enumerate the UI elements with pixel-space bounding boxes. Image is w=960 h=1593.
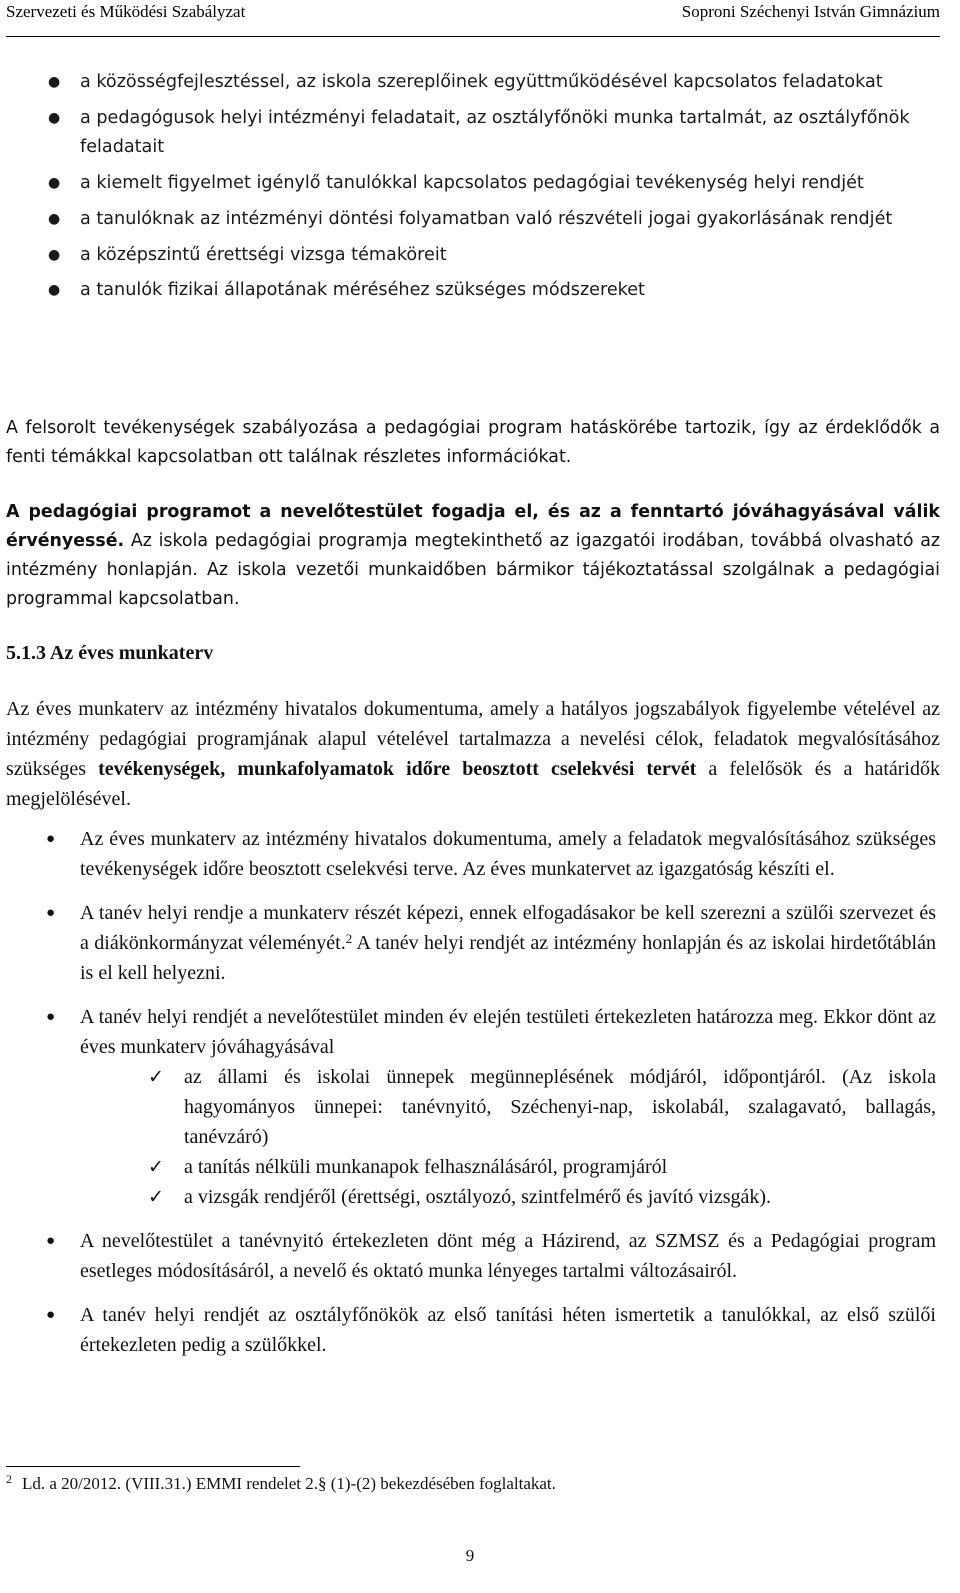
header-left-title: Szervezeti és Működési Szabályzat xyxy=(6,2,246,21)
checkmark-icon: ✓ xyxy=(148,1156,164,1178)
bullet-icon: ● xyxy=(48,74,61,90)
bullet-icon: ● xyxy=(46,905,56,921)
list-item: ● A tanév helyi rendje a munkaterv részét képezi, ennek elfogadásakor be kell szerezni a szülői szervezet és a diákönkormányzat véleményét.$^2$ A tanév helyi rendjét az intézmény honlapján és az iskolai hirdetőtáblán is el kell helyezni. xyxy=(0,898,936,988)
header-right-title: Soproni Széchenyi István Gimnázium xyxy=(681,2,940,21)
footnote xyxy=(6,1472,556,1494)
section-heading: 5.1.3 Az éves munkaterv xyxy=(6,642,214,664)
bullet-icon: ● xyxy=(48,211,61,227)
list-item: ● a pedagógusok helyi intézményi feladatait, az osztályfőnöki munka tartalmát, az osztályfőnök feladatait xyxy=(0,104,940,162)
header-rule xyxy=(6,36,940,37)
page-number: 9 xyxy=(465,1546,475,1565)
checkmark-icon: ✓ xyxy=(148,1186,164,1208)
footnote-number: 2 xyxy=(6,1472,12,1486)
list-item: ● A nevelőtestület a tanévnyitó értekezleten dönt még a Házirend, az SZMSZ és a Pedagógiai program esetleges módosításáról, a nevelő és oktató munka lényeges tartalmi változásairól. xyxy=(0,1226,936,1286)
bullet-icon: ● xyxy=(46,1307,56,1323)
check-item: ✓ a vizsgák rendjéről (érettségi, osztályozó, szintfelmérő és javító vizsgák). xyxy=(80,1182,936,1212)
bold-statement: A pedagógiai programot a nevelőtestület fogadja el, és az a fenntartó jóváhagyásával válik érvényessé. xyxy=(6,502,940,551)
checkmark-icon: ✓ xyxy=(148,1066,164,1088)
list-item: ● a kiemelt figyelmet igénylő tanulókkal kapcsolatos pedagógiai tevékenység helyi rendjét xyxy=(0,169,940,198)
page-header xyxy=(6,0,940,38)
paragraph-annual-plan: Az éves munkaterv az intézmény hivatalos dokumentuma, amely a hatályos jogszabályok figyelembe vételével az intézmény pedagógiai programjának alapul vételével tartalmazza a nevelési célok, feladatok megvalósításához szükséges tevékenységek, munkafolyamatok időre beosztott cselekvési tervét a felelősök és a határidők megjelölésével. xyxy=(6,698,940,810)
list-item: ● a közösségfejlesztéssel, az iskola szereplőinek együttműködésével kapcsolatos feladatokat xyxy=(0,68,940,97)
checkmark-list xyxy=(80,1062,936,1212)
check-item: ✓ az állami és iskolai ünnepek megünneplésének módjáról, időpontjáról. (Az iskola hagyományos ünnepei: tanévnyitó, Széchenyi-nap, iskolabál, szalagavató, ballagás, tanévzáró) xyxy=(80,1062,936,1152)
list-item: ● a tanulók fizikai állapotának méréséhez szükséges módszereket xyxy=(0,276,940,305)
topic-bullet-list xyxy=(0,68,940,311)
bullet-icon: ● xyxy=(46,1009,56,1025)
bullet-icon: ● xyxy=(46,1233,56,1249)
check-item: ✓ a tanítás nélküli munkanapok felhasználásáról, programjáról xyxy=(80,1152,936,1182)
footnote-reference: 2 xyxy=(345,931,353,946)
bullet-icon: ● xyxy=(48,175,61,191)
annual-plan-bullet-list xyxy=(0,824,936,1374)
bullet-icon: ● xyxy=(48,247,61,263)
bold-phrase: tevékenységek, munkafolyamatok időre beosztott cselekvési tervét xyxy=(98,758,697,780)
paragraph-program-approval: A pedagógiai programot a nevelőtestület fogadja el, és az a fenntartó jóváhagyásával válik érvényessé. Az iskola pedagógiai programja megtekinthető az igazgatói irodában, továbbá olvasható az intézmény honlapján. Az iskola vezetői munkaidőben bármikor tájékoztatással szolgálnak a pedagógiai programmal kapcsolatban. xyxy=(6,502,940,609)
footnote-text: Ld. a 20/2012. (VIII.31.) EMMI rendelet 2.§ (1)-(2) bekezdésében foglaltakat. xyxy=(22,1474,556,1493)
bullet-icon: ● xyxy=(48,110,61,126)
paragraph-regulation: A felsorolt tevékenységek szabályozása a pedagógiai program hatáskörébe tartozik, így az érdeklődők a fenti témákkal kapcsolatban ott találnak részletes információkat. xyxy=(6,418,940,467)
list-item: ● a középszintű érettségi vizsga témaköreit xyxy=(0,241,940,270)
list-item: ● A tanév helyi rendjét az osztályfőnökök az első tanítási héten ismertetik a tanulókkal, az első szülői értekezleten pedig a szülőkkel. xyxy=(0,1300,936,1360)
footnote-separator xyxy=(6,1466,300,1467)
bullet-icon: ● xyxy=(46,831,56,847)
list-item: ● Az éves munkaterv az intézmény hivatalos dokumentuma, amely a feladatok megvalósításához szükséges tevékenységek időre beosztott cselekvési terve. Az éves munkatervet az igazgatóság készíti el. xyxy=(0,824,936,884)
bullet-icon: ● xyxy=(48,282,61,298)
list-item: ● A tanév helyi rendjét a nevelőtestület minden év elején testületi értekezleten határozza meg. Ekkor dönt az éves munkaterv jóváhagyásával ✓ az állami és iskolai ünnepek megünneplésének módjáról, időpontjáról. (Az iskola hagyományos ünnepei: tanévnyitó, Széchenyi-nap, iskolabál, szalagavató, ballagás, tanévzáró) ✓ a tanítás nélküli munkanapok felhasználásáról, programjáról ✓ a vizsgák rendjéről (érettségi, osztályozó, szintfelmérő és javító vizsgák). xyxy=(0,1002,936,1212)
list-item: ● a tanulóknak az intézményi döntési folyamatban való részvételi jogai gyakorlásának rendjét xyxy=(0,205,940,234)
